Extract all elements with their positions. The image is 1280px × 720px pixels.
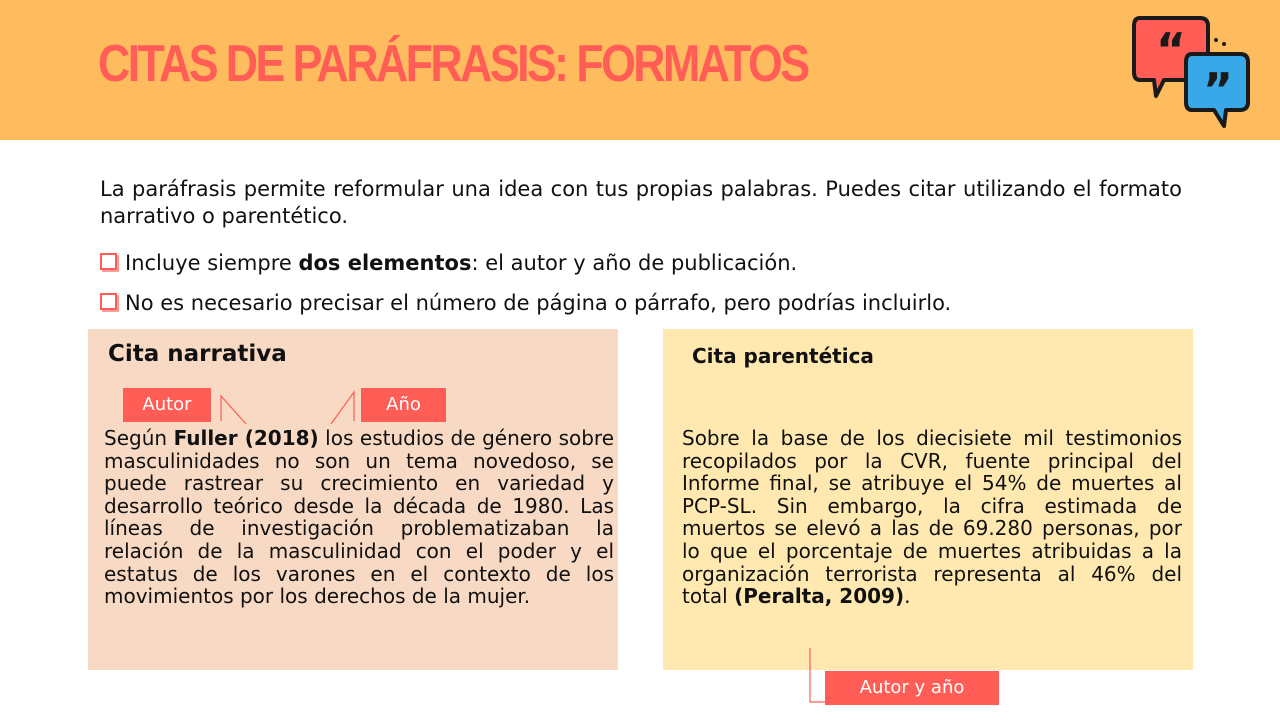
bullet-text: Incluye siempre xyxy=(125,251,299,275)
bullet-bold-text: dos elementos xyxy=(298,251,472,275)
bullet-item xyxy=(100,250,1200,277)
bullet-text-end: : el autor y año de publicación. xyxy=(471,251,798,275)
parenthetical-title: Cita parentética xyxy=(692,344,874,368)
author-tag: Autor xyxy=(123,388,211,422)
checkbox-bullet-icon xyxy=(100,293,117,310)
narrative-example-text xyxy=(104,427,614,608)
parenthetical-text-end: . xyxy=(904,584,911,609)
parenthetical-example-text xyxy=(682,427,1182,608)
narrative-text-body: los estudios de género sobre masculinidades no son un tema novedoso, se puede rastrear su crecimiento en variedad y desarrollo teórico desde la década de 1980. Las líneas de investigación problematizaban la relación de la masculinidad con el poder y el estatus de los varones en el contexto de los movimientos por los derechos de la mujer. xyxy=(104,426,615,609)
author-year-tag: Autor y año xyxy=(825,671,999,705)
quote-bubbles-icon xyxy=(1130,10,1252,130)
page-title: CITAS DE PARÁFRASIS: FORMATOS xyxy=(98,35,808,93)
bullet-text: No es necesario precisar el número de página o párrafo, pero podrías incluirlo. xyxy=(125,291,952,315)
checkbox-bullet-icon xyxy=(100,253,117,270)
narrative-title: Cita narrativa xyxy=(108,341,287,367)
parenthetical-text-body: Sobre la base de los diecisiete mil testimonios recopilados por la CVR, fuente principal del Informe final, se atribuye el 54% de muertes al PCP-SL. Sin embargo, la cifra estimada de muertos se elevó a las de 69.280 personas, por lo que el porcentaje de muertes atribuidas a la organización terrorista representa al 46% del total xyxy=(682,426,1182,609)
year-tag: Año xyxy=(361,388,446,422)
svg-text:”: ” xyxy=(1202,63,1234,117)
narrative-citation: Fuller (2018) xyxy=(173,426,319,450)
parenthetical-citation-panel xyxy=(663,329,1193,670)
intro-paragraph: La paráfrasis permite reformular una idea con tus propias palabras. Puedes citar utilizando el formato narrativo o parentético. xyxy=(100,177,1182,228)
svg-text:“: “ xyxy=(1155,23,1187,77)
narrative-text-start: Según xyxy=(104,426,174,450)
bullet-item xyxy=(100,290,1200,317)
narrative-citation-panel xyxy=(88,329,618,670)
parenthetical-citation: (Peralta, 2009) xyxy=(734,584,905,609)
